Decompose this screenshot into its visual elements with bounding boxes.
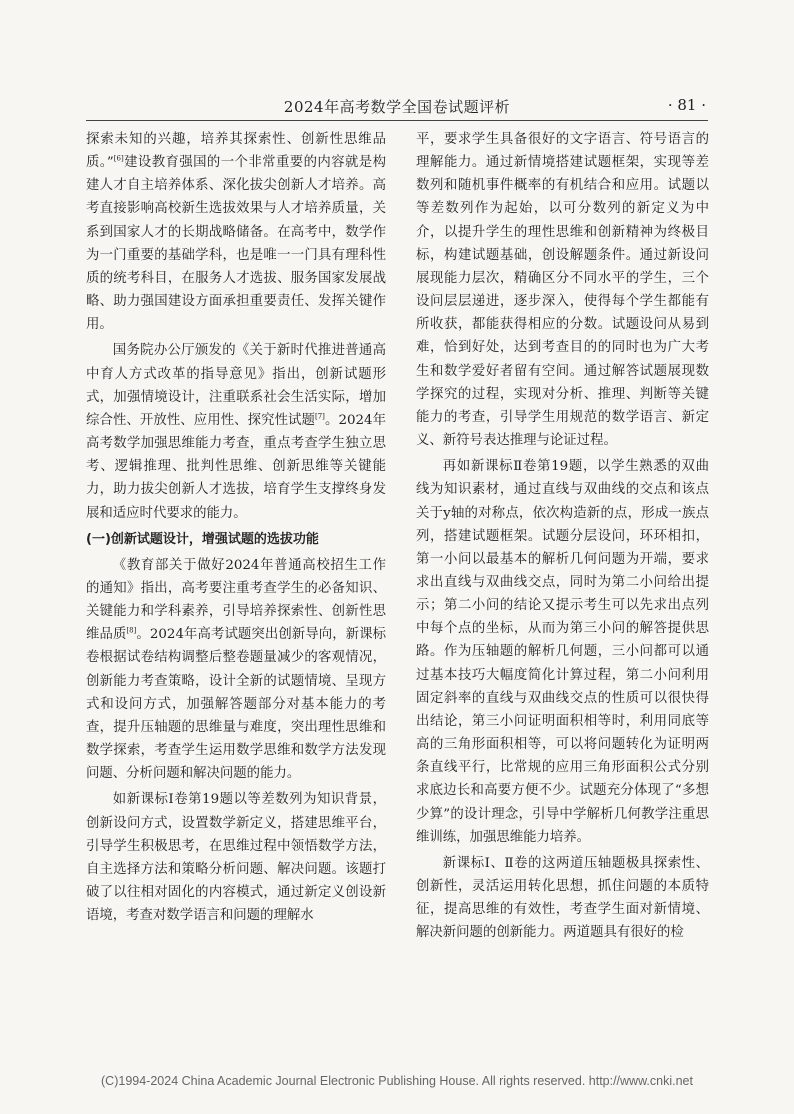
paragraph: 探索未知的兴趣，培养其探索性、创新性思维品质。”[6]建设教育强国的一个非常重要的内容就是构建人才自主培养体系、深化拔尖创新人才培养。高考直接影响高校新生选拔效果与人才培养质量，关系到国家人才的长期战略储备。在高考中，数学作为一门重要的基础学科，也是唯一一门具有理科性质的统考科目，在服务人才选拔、服务国家发展战略、助力强国建设方面承担重要责任、发挥关键作用。 bbox=[86, 132, 386, 333]
header-divider bbox=[86, 120, 708, 121]
journal-section-title: 2024年高考数学全国卷试题评析 bbox=[283, 98, 511, 116]
section-heading: (一)创新试题设计，增强试题的选拔功能 bbox=[86, 531, 319, 547]
paragraph: 如新课标Ⅰ卷第19题以等差数列为知识背景，创新设问方式，设置数学新定义，搭建思维平台，引导学生积极思考，在思维过程中领悟数学方法，自主选择方法和策略分析问题、解决问题。该题打破了以往相对固化的内容模式，通过新定义创设新语境，考查对数学语言和问题的理解水 bbox=[86, 792, 386, 924]
paragraph: 新课标Ⅰ、Ⅱ卷的这两道压轴题极具探索性、创新性，灵活运用转化思想，抓住问题的本质特征，提高思维的有效性，考查学生面对新情境、解决新问题的创新能力。两道题具有很好的检 bbox=[416, 855, 709, 941]
paragraph: 再如新课标Ⅱ卷第19题，以学生熟悉的双曲线为知识素材，通过直线与双曲线的交点和该点关于y轴的对称点，依次构造新的点，形成一族点列，搭建试题框架。试题分层设问，环环相扣，第一小问以最基本的解析几何问题为开端，要求求出直线与双曲线交点，同时为第二小问给出提示；第二小问的结论又提示考生可以先求出点列中每个点的坐标，从而为第三小问的解答提供思路。作为压轴题的解析几何题，三小问都可以通过基本技巧大幅度简化计算过程，第二小问利用固定斜率的直线与双曲线交点的性质可以很快得出结论，第三小问证明面积相等时，利用同底等高的三角形面积相等，可以将问题转化为证明两条直线平行，比常规的应用三角形面积公式分别求底边长和高要方便不少。试题充分体现了“多想少算”的设计理念，引导中学解析几何教学注重思维训练，加强思维能力培养。 bbox=[416, 459, 709, 845]
page-number: · 81 · bbox=[667, 96, 706, 114]
copyright-footer: (C)1994-2024 China Academic Journal Electronic Publishing House. All rights reserved. http://www.cnki.net bbox=[101, 1074, 693, 1088]
citation-ref: [6] bbox=[113, 154, 124, 163]
paragraph: 国务院办公厅颁发的《关于新时代推进普通高中育人方式改革的指导意见》指出，创新试题形式，加强情境设计，注重联系社会生活实际，增加综合性、开放性、应用性、探究性试题[7]。2024年高考数学加强思维能力考查，重点考查学生独立思考、逻辑推理、批判性思维、创新思维等关键能力，助力拔尖创新人才选拔，培育学生支撑终身发展和适应时代要求的能力。 bbox=[86, 343, 387, 521]
paragraph: 《教育部关于做好2024年普通高校招生工作的通知》指出，高考要注重考查学生的必备知识、关键能力和学科素养，引导培养探索性、创新性思维品质[8]。2024年高考试题突出创新导向，新课标卷根据试卷结构调整后整卷题量减少的客观情况，创新能力考查策略，设计全新的试题情境、呈现方式和设问方式，加强解答题部分对基本能力的考查，提升压轴题的思维量与难度，突出理性思维和数学探索，考查学生运用数学思维和数学方法发现问题、分析问题和解决问题的能力。 bbox=[86, 557, 387, 782]
citation-ref: [8] bbox=[126, 626, 137, 635]
running-header bbox=[0, 96, 794, 116]
right-column bbox=[416, 128, 709, 947]
citation-ref: [7] bbox=[314, 412, 325, 421]
left-column bbox=[86, 128, 386, 930]
paragraph: 平，要求学生具备很好的文字语言、符号语言的理解能力。通过新情境搭建试题框架，实现等差数列和随机事件概率的有机结合和应用。试题以等差数列作为起始，以可分数列的新定义为中介，以提升学生的理性思维和创新精神为终极目标，构建试题基础，创设解题条件。通过新设问展现能力层次，精确区分不同水平的学生，三个设问层层递进，逐步深入，使得每个学生都能有所收获，都能获得相应的分数。试题设问从易到难，恰到好处，达到考查目的的同时也为广大考生和数学爱好者留有空间。通过解答试题展现数学探究的过程，实现对分析、推理、判断等关键能力的考查，引导学生用规范的数学语言、新定义、新符号表达推理与论证过程。 bbox=[416, 132, 709, 449]
